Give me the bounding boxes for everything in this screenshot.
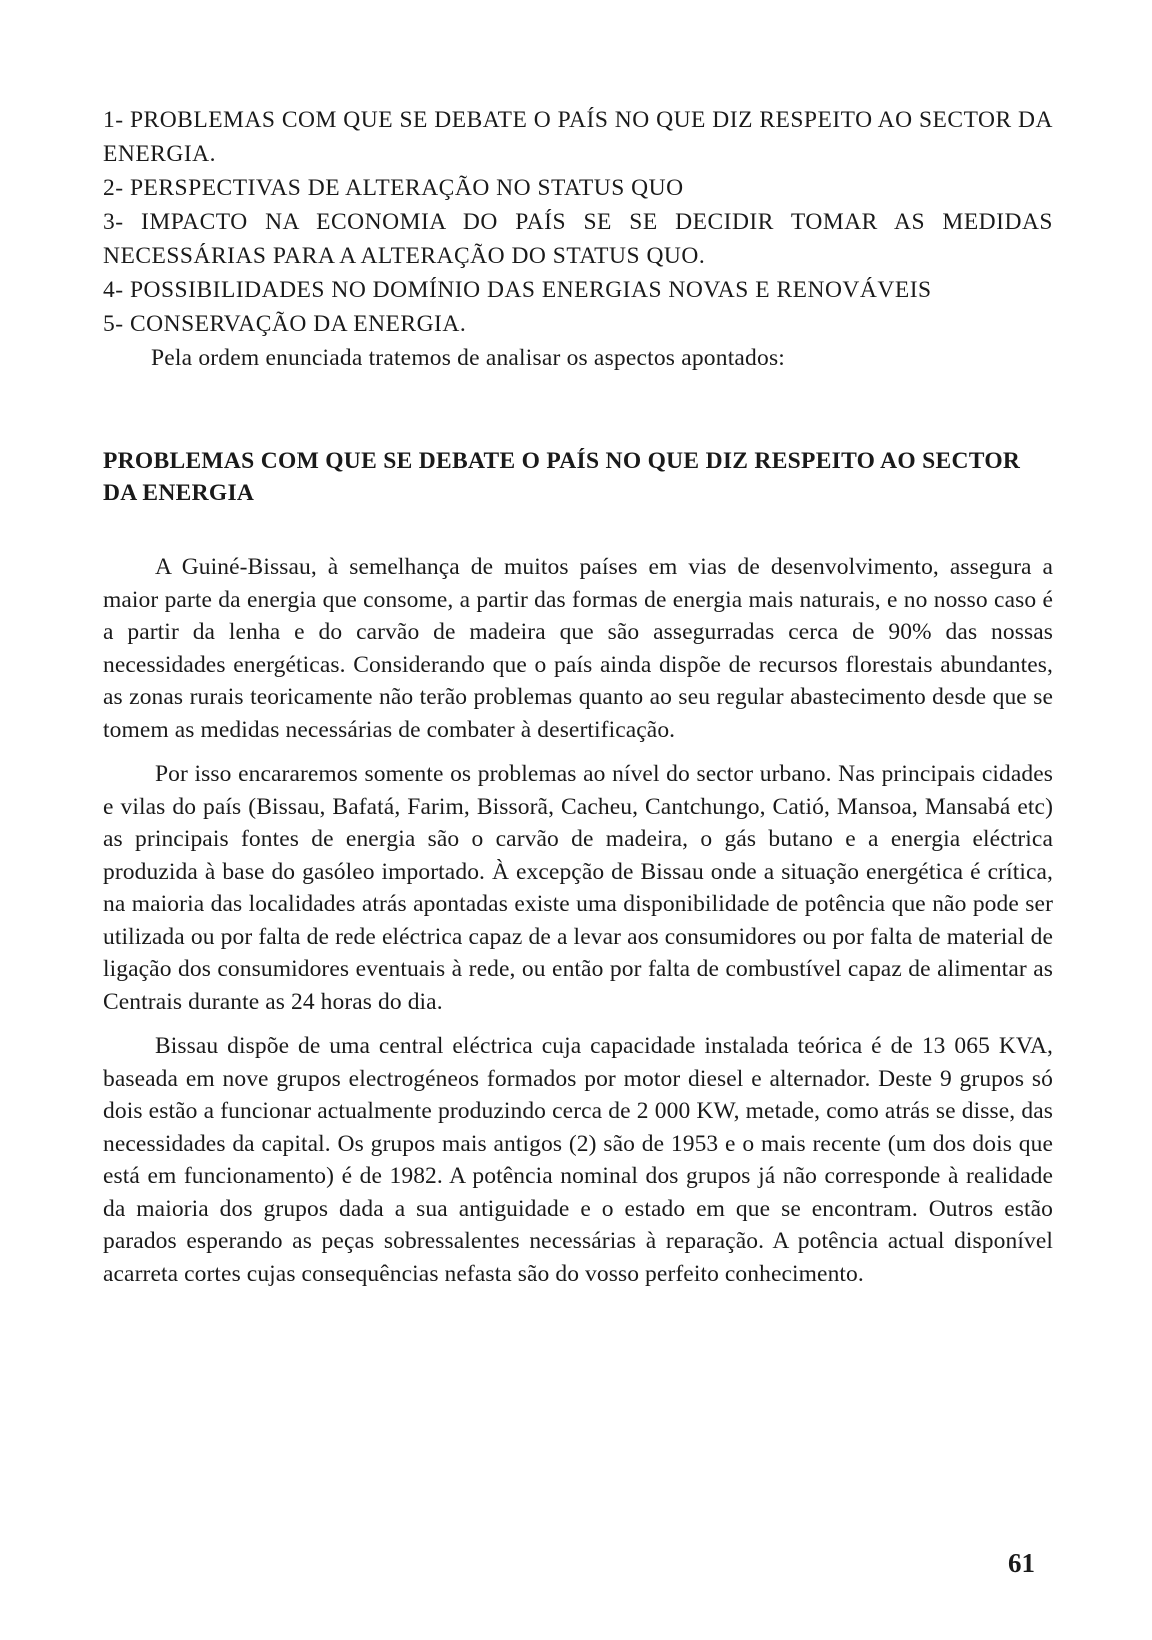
list-item: 3- IMPACTO NA ECONOMIA DO PAÍS SE SE DECIDIR TOMAR AS MEDIDAS NECESSÁRIAS PARA A ALTERAÇÃO DO STATUS QUO. <box>103 209 1053 269</box>
document-page <box>103 103 1053 1302</box>
list-item: 5- CONSERVAÇÃO DA ENERGIA. <box>103 311 467 337</box>
body-paragraph: Bissau dispõe de uma central eléctrica cuja capacidade instalada teórica é de 13 065 KVA, baseada em nove grupos electrogéneos formados por motor diesel e alternador. Deste 9 grupos só dois estão a funcionar actualmente produzindo cerca de 2 000 KW, metade, como atrás se disse, das necessidades da capital. Os grupos mais antigos (2) são de 1953 e o mais recente (um dos dois que está em funcionamento) é de 1982. A potência nominal dos grupos já não corresponde à realidade da maioria dos grupos dada a sua antiguidade e o estado em que se encontram. Outros estão parados esperando as peças sobressalentes necessárias à reparação. A potência actual disponível acarreta cortes cujas consequências nefasta são do vosso perfeito conhecimento. <box>103 1033 1053 1287</box>
body-paragraph: Por isso encararemos somente os problemas ao nível do sector urbano. Nas principais cidades e vilas do país (Bissau, Bafatá, Farim, Bissorã, Cacheu, Cantchungo, Catió, Mansoa, Mansabá etc) as principais fontes de energia são o carvão de madeira, o gás butano e a energia eléctrica produzida à base do gasóleo importado. À excepção de Bissau onde a situação energética é crítica, na maioria das localidades atrás apontadas existe uma disponibilidade de potência que não pode ser utilizada ou por falta de rede eléctrica capaz de a levar aos consumidores ou por falta de material de ligação dos consumidores eventuais à rede, ou então por falta de combustível capaz de alimentar as Centrais durante as 24 horas do dia. <box>103 761 1053 1015</box>
list-item: 1- PROBLEMAS COM QUE SE DEBATE O PAÍS NO QUE DIZ RESPEITO AO SECTOR DA ENERGIA. <box>103 107 1053 167</box>
topic-list <box>103 103 1053 341</box>
section-heading: PROBLEMAS COM QUE SE DEBATE O PAÍS NO QUE DIZ RESPEITO AO SECTOR DA ENERGIA <box>103 448 1021 506</box>
list-item: 2- PERSPECTIVAS DE ALTERAÇÃO NO STATUS QUO <box>103 175 684 201</box>
intro-sentence: Pela ordem enunciada tratemos de analisar os aspectos apontados: <box>151 345 786 371</box>
body-paragraph: A Guiné-Bissau, à semelhança de muitos países em vias de desenvolvimento, assegura a maior parte da energia que consome, a partir das formas de energia mais naturais, e no nosso caso é a partir da lenha e do carvão de madeira que são assegurradas cerca de 90% das nossas necessidades energéticas. Considerando que o país ainda dispõe de recursos florestais abundantes, as zonas rurais teoricamente não terão problemas quanto ao seu regular abastecimento desde que se tomem as medidas necessárias de combater à desertificação. <box>103 554 1053 743</box>
list-item: 4- POSSIBILIDADES NO DOMÍNIO DAS ENERGIAS NOVAS E RENOVÁVEIS <box>103 277 932 303</box>
page-number: 61 <box>1008 1548 1035 1578</box>
